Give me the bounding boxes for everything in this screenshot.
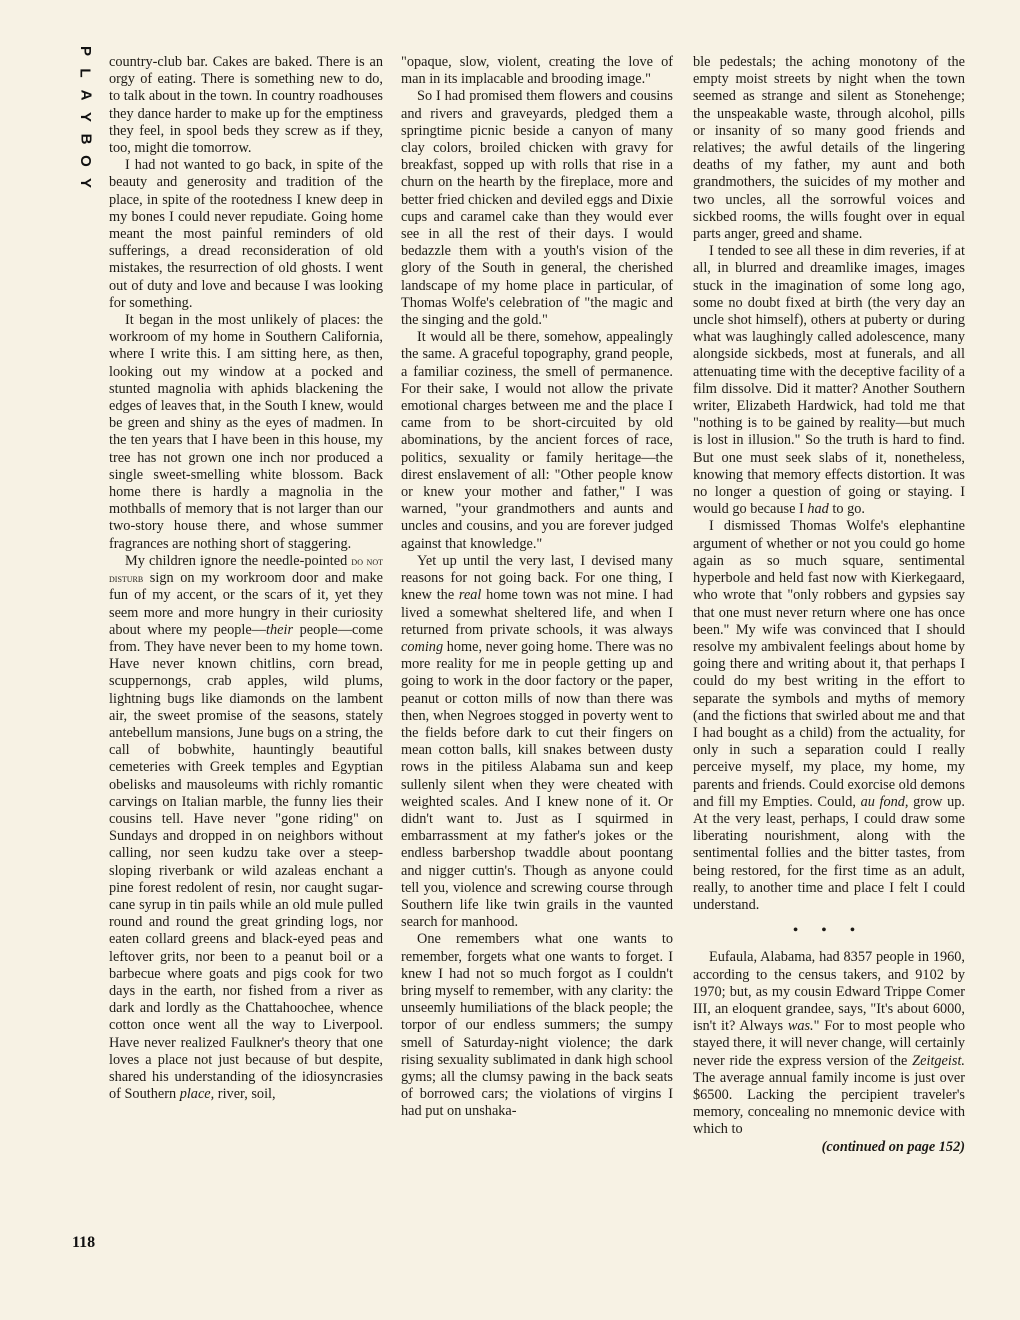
page-number: 118 [72,1234,96,1251]
text-run: river, soil, [214,1086,276,1103]
text-run: My children ignore the needle-pointed [125,552,352,569]
paragraph: country-club bar. Cakes are baked. There is an orgy of eating. There is something new to do, to talk about in the town. In country roadhouses they dance harder to make up for the emptiness they feel, in spool beds they screw as if they, too, might die tomorrow. [109,54,383,157]
text-run: Yet up until the very last, I devised many reasons for not going back. For one thing, I knew the [401,552,673,604]
magazine-masthead [70,40,100,194]
paragraph: I had not wanted to go back, in spite of the beauty and generosity and tradition of the place, in spite of the rootedness I knew deep in my bones I could never repudiate. Going home meant the most painful reminders of old sufferings, a dread reconsideration of old mistakes, the resurrection of old ghosts. I went out of duty and love and because I was looking for something. [109,157,383,311]
text-run: I tended to see all these in dim reveries, if at all, in blurred and dreamlike images, images stuck in the imagination of some long ago, some no doubt fixed at birth (the very day an uncle shot himself), others at puberty or during what was laughingly called adolescence, many alongside sickbeds, most at funerals, and all attenuating time with the deceptive facility of a film dissolve. Did it matter? Another Southern writer, Elizabeth Hardwick, had told me that "nothing is to be gained by reality—but much is lost in illusion." So the truth is hard to find. But one must seek slabs of it, nonetheless, knowing that memory effects distortion. It was no longer a question of going or staying. I would go because I [693,243,965,518]
emphasis-text: place, [179,1086,215,1103]
masthead-letter: Y [76,111,94,123]
continued-on-page: (continued on page 152) [821,1138,965,1155]
emphasis-text: had [807,501,829,518]
text-run: " For to most people who stayed there, it will never change, will certainly never ride the express version of the [693,1018,965,1069]
text-run: home, never going home. There was no more reality for me in people getting up and going to work in the door factory or the paper, peanut or cotton mills of now than there was then, when Negroes stogged in poverty went to the fields before dark to cut their fingers on mean cotton balls, kill snakes between dusty rows in the pitiless Alabama sun and keep sullenly silent when they were cheated with weighted scales. And I knew none of it. Or didn't want to. Just as I squirmed in embarrassment at my father's jokes or the endless barbershop twaddle about poontang and nigger cuttin's. Though as anyone could tell you, violence and screwing course through Southern life like twin grails in the vaunted search for manhood. [401,638,673,931]
paragraph: It would all be there, somehow, appealingly the same. A graceful topography, grand people, a familiar coziness, the smell of permanence. For their sake, I would not allow the private emotional charges between me and the place I came from to be short-circuited by old abominations, by the ancient forces of race, politics, sexuality or family heritage—the direst enslavement of all: "Other people know or knew your mother and father," I was warned, "your grandmothers and aunts and uncles and cousins, and you are forever judged against that knowledge." [401,329,673,552]
text-run: Eufaula, Alabama, had 8357 people in 1960, according to the census takers, and 9102 by 1970; but, as my cousin Edward Trippe Comer III, an eloquent grandee, says, "It's about 6000, isn't it? Always [693,949,965,1035]
paragraph [693,949,965,1138]
paragraph [693,518,965,914]
text-column-2 [401,54,673,1121]
emphasis-text: their [266,621,294,638]
paragraph: ble pedestals; the aching monotony of the empty moist streets by night when the town seemed as strange and silent as Stonehenge; the unspeakable waste, through alcohol, pills or insanity of so many good friends and relatives; the awful details of the lingering deaths of my father, my aunt and both grandmothers, the suicides of my mother and two uncles, all the sorrowful voices and sickbed rooms, the wills fought over in equal parts anger, greed and shame. [693,54,965,243]
masthead-letter: B [77,133,94,145]
paragraph [109,553,383,1104]
emphasis-text: au fond, [860,793,909,810]
text-run: grow up. At the very least, perhaps, I could draw some liberating nourishment, along with the sentimental follies and the bitter tastes, from being restored, for the first time as an adult, really, to another time and place I felt I could understand. [693,793,965,913]
text-column-3 [693,54,965,1156]
paragraph: It began in the most unlikely of places: the workroom of my home in Southern California, where I write this. I am sitting here, as then, looking out my window at a pocked and stunted magnolia with aphids blackening the edges of leaves that, in the South I knew, would be green and shiny as the eyes of madmen. In the ten years that I have been in this house, my tree has not grown one inch nor produced a single sweet-smelling white blossom. Back home there is hardly a magnolia in the mothballs of memory that is not larger than our two-story house there, and whose summer fragrances are nothing short of staggering. [109,312,383,552]
paragraph: "opaque, slow, violent, creating the love of man in its implacable and brooding image." [401,54,673,88]
paragraph [401,553,673,931]
paragraph: One remembers what one wants to remember, forgets what one wants to forget. I knew I had not so much forgot as I couldn't bring myself to remember, with any clarity: the unseemly humiliations of the black people; the torpor of our endless summers; the sumpy smell of Saturday-night violence; the dark rising sexuality sublimated in dank high school gyms; all the clumsy pawing in the back seats of borrowed cars; the violations of virgins I had put on unshaka- [401,931,673,1120]
masthead-letter: Y [76,177,94,189]
emphasis-text: was. [787,1018,814,1035]
paragraph [693,243,965,518]
text-run: to go. [828,501,865,518]
masthead-letter: P [76,45,94,57]
text-run: I dismissed Thomas Wolfe's elephantine argument of whether or not you could go home again as so much square, sentimental hyperbole and held fast now with Kierkegaard, who wrote that "only robbers and gypsies say that one must never return where one has once been." My wife was convinced that I should resolve my ambivalent feelings about home by going there and writing about it, that perhaps I could do my best writing in the effort to separate the symbols and myths of memory (and the fictions that swirled about me and that I had bought as a child) from the actuality, for only in such a separation could I really perceive myself, my place, my home, my parents and friends. Could exorcise old demons and fill my Empties. Could, [693,518,965,810]
emphasis-text: real [458,587,482,604]
text-run: people—come from. They have never been to my home town. Have never known chitlins, corn bread, scuppernongs, crab apples, wild plums, lightning bugs like diamonds on the lambent air, the sweet promise of the seasons, stately antebellum mansions, June bugs on a string, the call of bobwhite, hauntingly beautiful cemeteries with Greek temples and Egyptian obelisks and mausoleums with richly romantic carvings on Italian marble, the funny lies their cousins tell. Have never "gone riding" on Sundays and dropped in on neighbors without calling, nor seen kudzu take over a steep-sloping riverbank or wild azaleas enchant a pine forest redolent of resin, nor caught sugar-cane syrup in tin pails while an old mule pulled round and round the great grinding logs, nor eaten collard greens and black-eyed peas and leftover grits, nor been to a peanut boil or a barbecue where goats and pigs cook for two days in the earth, nor fished from a river as dark and lordly as the Chattahoochee, whence cotton once went all the way to Liverpool. Have never realized Faulkner's theory that one loves a place not just because of but despite, shared his understanding of the idiosyncrasies of Southern [109,621,383,1103]
masthead-letter: O [76,155,94,167]
emphasis-text: coming [401,638,444,655]
text-run: home town was not mine. I had lived a somewhat sheltered life, and when I returned from private schools, it was always [401,587,673,638]
masthead-letter: L [76,68,94,78]
masthead-letter: A [77,89,94,101]
section-break: • • • [793,923,865,939]
emphasis-text: Zeitgeist. [912,1052,965,1069]
text-run: sign on my workroom door and make fun of my accent, or the scars of it, yet they seem more and more hungry in their curiosity about where my people— [109,570,383,638]
text-column-1 [109,54,383,1103]
sign-text: do not disturb [109,553,383,586]
paragraph: So I had promised them flowers and cousins and rivers and graveyards, pledged them a springtime picnic beside a canyon of many clay colors, broiled chicken with gravy for breakfast, sopped up with rolls that rise in a churn on the hearth by the fireplace, more and better fried chicken and deviled eggs and Dixie cups and caramel cake than they would ever see in all the rest of their days. I would bedazzle them with a youth's vision of the glory of the South in general, the cherished landscape of my home place in particular, of Thomas Wolfe's celebration of "the magic and the singing and the gold." [401,88,673,329]
text-run: The average annual family income is just over $6500. Lacking the percipient traveler's memory, concealing no mnemonic device with which to [693,1069,965,1138]
